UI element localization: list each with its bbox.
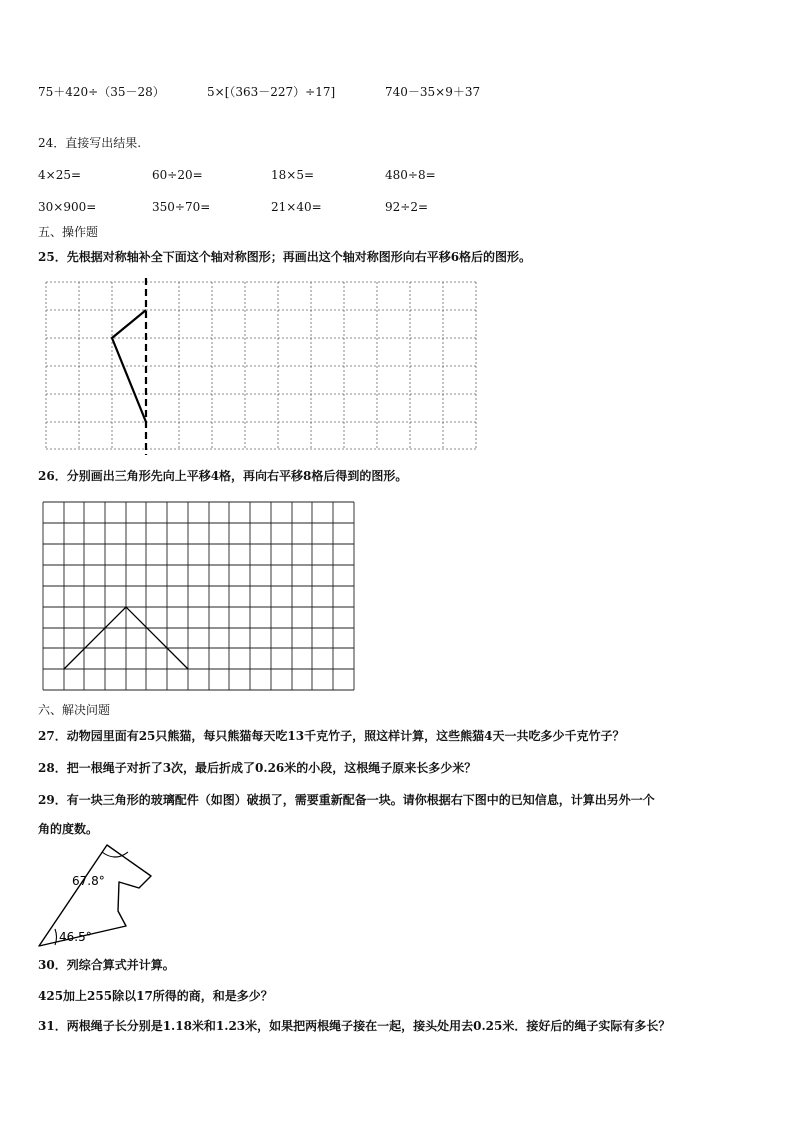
question-31-text: 31．两根绳子长分别是1.18米和1.23米，如果把两根绳子接在一起，接头处用去0.25米．接好后的绳子实际有多长？ (38, 1019, 671, 1033)
q26-grid-figure (0, 490, 794, 700)
broken-triangle-figure (0, 840, 240, 955)
oral-calc-item: 60÷20= (152, 168, 203, 182)
q25-grid-figure (0, 0, 794, 470)
question-26-text: 26．分别画出三角形先向上平移4格，再向右平移8格后得到的图形。 (38, 469, 408, 483)
oral-calc-item: 350÷70= (152, 200, 211, 214)
oral-calc-item: 18×5= (271, 168, 315, 182)
top-angle-label: 67.8° (72, 874, 105, 888)
expression-2: 5×[（363－227）÷17] (207, 85, 336, 99)
oral-calc-item: 30×900= (38, 200, 97, 214)
section-heading-5: 五、操作题 (38, 225, 99, 239)
question-30-text: 30．列综合算式并计算。 (38, 958, 175, 972)
question-29-text: 29．有一块三角形的玻璃配件（如图）破损了，需要重新配备一块。请你根据右下图中的已知信息，计算出另外一个 (38, 793, 655, 807)
question-30-body: 425加上255除以17所得的商，和是多少？ (38, 989, 273, 1003)
expression-3: 740－35×9＋37 (385, 85, 481, 99)
question-27-text: 27．动物园里面有25只熊猫，每只熊猫每天吃13千克竹子，照这样计算，这些熊猫4天一共吃多少千克竹子？ (38, 729, 625, 743)
oral-calc-item: 21×40= (271, 200, 322, 214)
oral-calc-item: 480÷8= (385, 168, 436, 182)
half-shape (112, 310, 146, 422)
oral-calc-item: 92÷2= (385, 200, 429, 214)
question-29-text-cont: 角的度数。 (38, 822, 99, 836)
question-25-text: 25．先根据对称轴补全下面这个轴对称图形；再画出这个轴对称图形向右平移6格后的图形。 (38, 250, 532, 264)
expression-1: 75＋420÷（35－28） (38, 85, 165, 99)
oral-calc-item: 4×25= (38, 168, 82, 182)
question-24-title: 24．直接写出结果. (38, 136, 142, 150)
question-28-text: 28．把一根绳子对折了3次，最后折成了0.26米的小段，这根绳子原来长多少米？ (38, 761, 477, 775)
section-heading-6: 六、解决问题 (38, 703, 111, 717)
bottom-angle-label: 46.5° (59, 930, 92, 944)
